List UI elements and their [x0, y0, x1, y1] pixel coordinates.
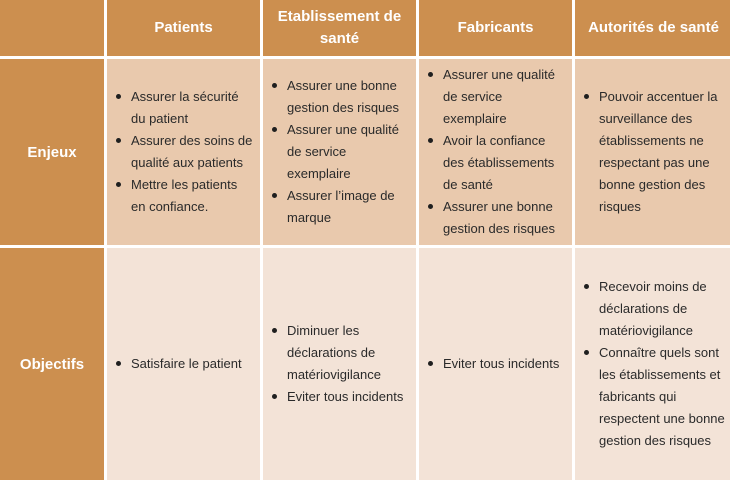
bullet-list	[271, 320, 410, 408]
cell-objectifs-fabricants	[419, 248, 572, 480]
bullet-list	[583, 276, 726, 452]
bullet-list	[427, 64, 566, 240]
list-item: Assurer l’image de marque	[271, 185, 410, 229]
list-item: Assurer une bonne gestion des risques	[427, 196, 566, 240]
cell-objectifs-etablissement	[263, 248, 416, 480]
list-item: Assurer une qualité de service exemplaire	[427, 64, 566, 130]
list-item: Pouvoir accentuer la surveillance des établissements ne respectant pas une bonne gestion des risques	[583, 86, 726, 218]
list-item: Eviter tous incidents	[271, 386, 410, 408]
column-header-patients: Patients	[107, 0, 260, 56]
list-item: Satisfaire le patient	[115, 353, 242, 375]
list-item: Mettre les patients en confiance.	[115, 174, 254, 218]
column-header-etablissement: Etablissement de santé	[263, 0, 416, 56]
list-item: Recevoir moins de déclarations de matériovigilance	[583, 276, 726, 342]
column-header-autorites: Autorités de santé	[575, 0, 730, 56]
bullet-list	[115, 353, 242, 375]
table-corner	[0, 0, 104, 56]
column-header-fabricants: Fabricants	[419, 0, 572, 56]
list-item: Assurer une qualité de service exemplaire	[271, 119, 410, 185]
bullet-list	[115, 86, 254, 218]
list-item: Connaître quels sont les établissements et fabricants qui respectent une bonne gestion des risques	[583, 342, 726, 452]
bullet-list	[271, 75, 410, 229]
list-item: Eviter tous incidents	[427, 353, 559, 375]
row-label-objectifs: Objectifs	[0, 248, 104, 480]
list-item: Assurer des soins de qualité aux patients	[115, 130, 254, 174]
bullet-list	[583, 86, 726, 218]
cell-objectifs-patients	[107, 248, 260, 480]
list-item: Assurer la sécurité du patient	[115, 86, 254, 130]
cell-enjeux-autorites	[575, 59, 730, 245]
list-item: Assurer une bonne gestion des risques	[271, 75, 410, 119]
list-item: Diminuer les déclarations de matériovigilance	[271, 320, 410, 386]
list-item: Avoir la confiance des établissements de santé	[427, 130, 566, 196]
cell-enjeux-etablissement	[263, 59, 416, 245]
row-label-enjeux: Enjeux	[0, 59, 104, 245]
bullet-list	[427, 353, 559, 375]
cell-enjeux-patients	[107, 59, 260, 245]
cell-objectifs-autorites	[575, 248, 730, 480]
cell-enjeux-fabricants	[419, 59, 572, 245]
